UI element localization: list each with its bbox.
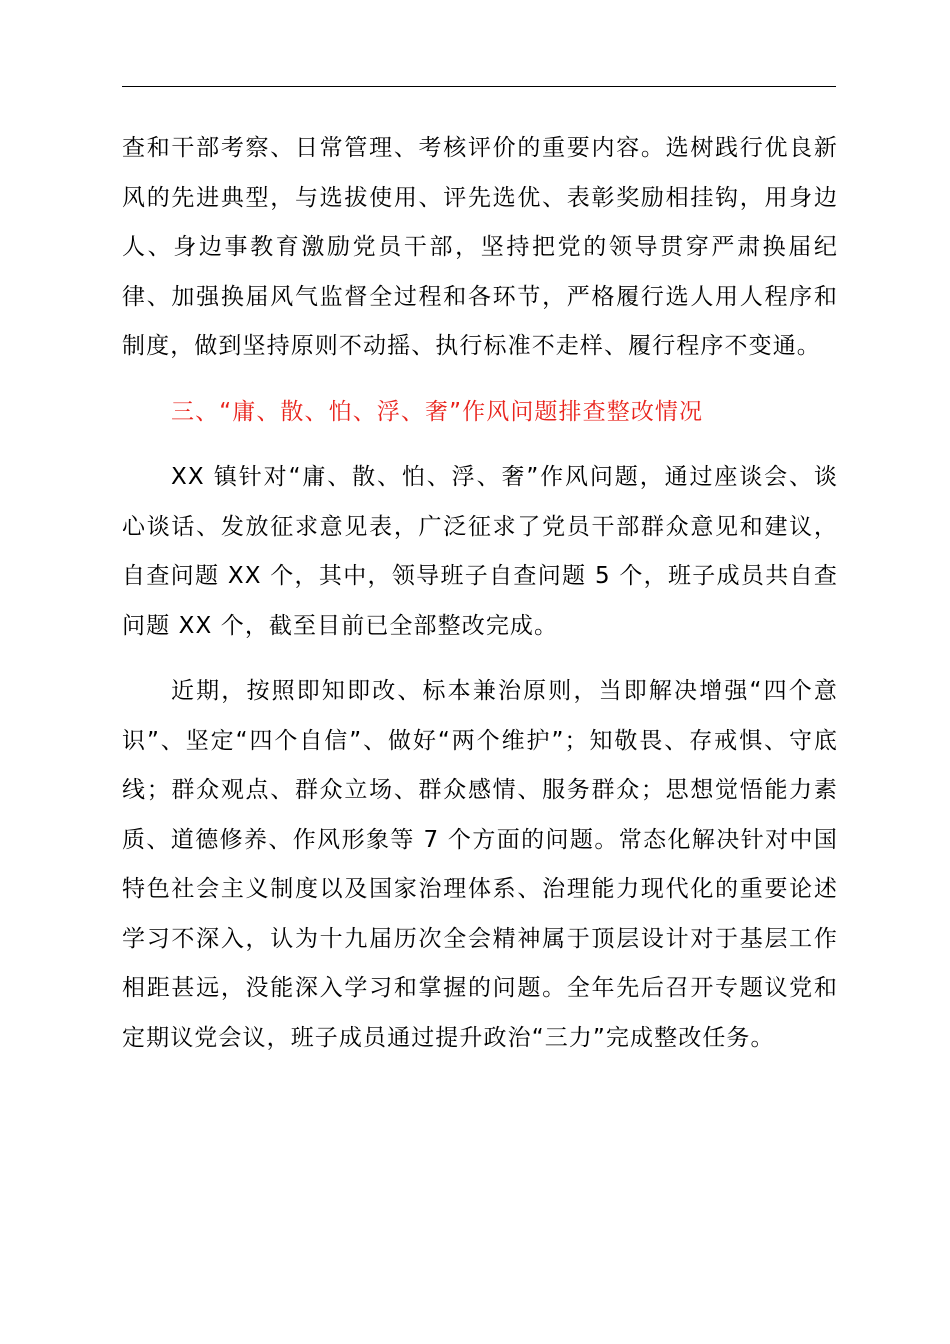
document-body [122, 124, 838, 1063]
section-heading: 三、“庸、散、怕、浮、奢”作风问题排查整改情况 [171, 398, 704, 425]
header-rule [122, 86, 836, 87]
body-paragraph: XX 镇针对“庸、散、怕、浮、奢”作风问题，通过座谈会、谈心谈话、发放征求意见表，广泛征求了党员干部群众意见和建议，自查问题 XX 个，其中，领导班子自查问题 5 个，班子成员共自查问题 XX 个，截至目前已全部整改完成。 [122, 464, 838, 639]
body-paragraph: 查和干部考察、日常管理、考核评价的重要内容。选树践行优良新风的先进典型，与选拔使用、评先选优、表彰奖励相挂钩，用身边人、身边事教育激励党员干部，坚持把党的领导贯穿严肃换届纪律、加强换届风气监督全过程和各环节，严格履行选人用人程序和制度，做到坚持原则不动摇、执行标准不走样、履行程序不变通。 [122, 135, 838, 359]
body-paragraph: 近期，按照即知即改、标本兼治原则，当即解决增强“四个意识”、坚定“四个自信”、做好“两个维护”；知敬畏、存戒惧、守底线；群众观点、群众立场、群众感情、服务群众；思想觉悟能力素质、道德修养、作风形象等 7 个方面的问题。常态化解决针对中国特色社会主义制度以及国家治理体系、治理能力现代化的重要论述学习不深入，认为十九届历次全会精神属于顶层设计对于基层工作相距甚远，没能深入学习和掌握的问题。全年先后召开专题议党和定期议党会议，班子成员通过提升政治“三力”完成整改任务。 [122, 678, 838, 1051]
